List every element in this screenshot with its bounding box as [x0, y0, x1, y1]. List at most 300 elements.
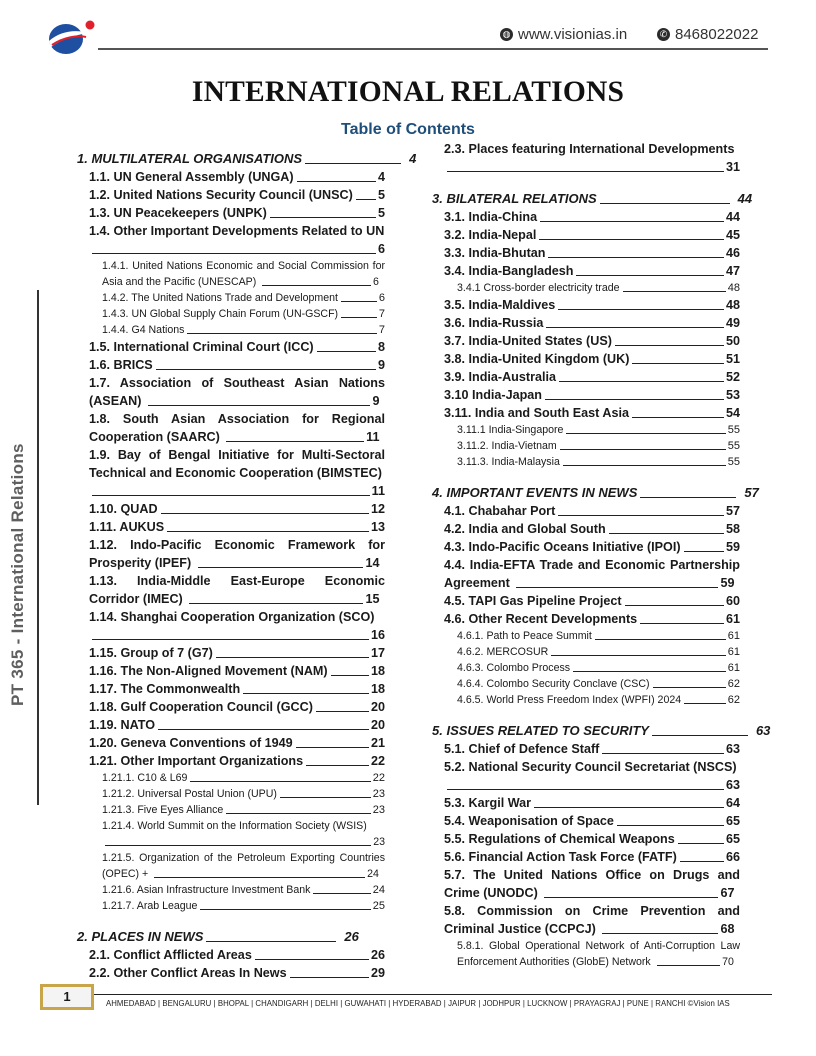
- dot-leader: [189, 603, 363, 604]
- toc-entry-title: 4.3. Indo-Pacific Oceans Initiative (IPOI): [444, 540, 681, 554]
- toc-section-entry[interactable]: [432, 484, 759, 502]
- toc-entry[interactable]: [432, 226, 740, 244]
- dot-leader: [306, 765, 369, 766]
- toc-page-number: 6: [377, 242, 385, 256]
- dot-leader: [559, 381, 724, 382]
- toc-page-number: 58: [725, 522, 740, 536]
- toc-page-number: 66: [725, 850, 740, 864]
- toc-entry[interactable]: [432, 140, 740, 176]
- toc-entry-title: 3. BILATERAL RELATIONS: [432, 191, 597, 206]
- toc-entry[interactable]: [432, 438, 740, 454]
- toc-entry[interactable]: [77, 716, 385, 734]
- toc-entry-title: 3.10 India-Japan: [444, 388, 542, 402]
- dot-leader: [216, 657, 369, 658]
- footer-cities: AHMEDABAD | BENGALURU | BHOPAL | CHANDIGARH | DELHI | GUWAHATI | HYDERABAD | JAIPUR | JODHPUR | LUCKNOW | PRAYAGRAJ | PUNE | RANCHI ©Vision IAS: [106, 999, 730, 1008]
- toc-page-number: 53: [725, 388, 740, 402]
- toc-entry[interactable]: [432, 628, 740, 644]
- toc-page-number: 22: [370, 754, 385, 768]
- toc-entry[interactable]: [432, 314, 740, 332]
- toc-entry[interactable]: [432, 812, 740, 830]
- toc-page-number: 65: [725, 832, 740, 846]
- dot-leader: [551, 655, 726, 656]
- toc-entry-title: 4.2. India and Global South: [444, 522, 606, 536]
- toc-entry[interactable]: [77, 946, 385, 964]
- dot-leader: [684, 703, 726, 704]
- toc-entry-tail: [89, 626, 385, 644]
- toc-page-number: 4: [409, 151, 417, 166]
- toc-entry[interactable]: [77, 356, 385, 374]
- toc-page-number: 59: [720, 576, 735, 590]
- toc-section-entry[interactable]: [77, 150, 417, 168]
- toc-entry[interactable]: [77, 786, 385, 802]
- phone-text: 8468022022: [675, 26, 759, 43]
- toc-entry-body: [444, 902, 740, 938]
- toc-entry-title: 5.5. Regulations of Chemical Weapons: [444, 832, 675, 846]
- toc-entry[interactable]: [432, 592, 740, 610]
- toc-entry-title: 2.2. Other Conflict Areas In News: [89, 966, 287, 980]
- toc-entry-title: 4. IMPORTANT EVENTS IN NEWS: [432, 485, 638, 500]
- toc-entry-tail: [186, 590, 379, 608]
- toc-entry[interactable]: [77, 572, 385, 608]
- dot-leader: [623, 291, 726, 292]
- toc-entry-title: 1.13. India-Middle East-Europe Economic Corridor (IMEC): [89, 574, 385, 606]
- toc-entry-tail: [444, 158, 740, 176]
- toc-entry[interactable]: [77, 374, 385, 410]
- toc-entry[interactable]: [77, 644, 385, 662]
- toc-entry-title: 5.8. Commission on Crime Prevention and Criminal Justice (CCPCJ): [444, 904, 740, 936]
- toc-entry-title: 1.4.3. UN Global Supply Chain Forum (UN-GSCF): [102, 308, 339, 320]
- toc-entry[interactable]: [77, 818, 385, 850]
- toc-entry[interactable]: [432, 454, 740, 470]
- dot-leader: [148, 405, 371, 406]
- toc-entry[interactable]: [77, 608, 385, 644]
- dot-leader: [92, 495, 370, 496]
- toc-entry-title: 4.1. Chabahar Port: [444, 504, 556, 518]
- toc-entry-body: [444, 140, 740, 176]
- toc-entry[interactable]: [432, 848, 740, 866]
- toc-entry[interactable]: [77, 290, 385, 306]
- dot-leader: [317, 351, 376, 352]
- toc-entry-title: 1.2. United Nations Security Council (UNSC): [89, 188, 353, 202]
- toc-entry-title: 4.6.5. World Press Freedom Index (WPFI) 2024: [457, 694, 682, 706]
- toc-page-number: 61: [727, 662, 740, 674]
- dot-leader: [640, 497, 736, 498]
- toc-entry-title: 3.2. India-Nepal: [444, 228, 537, 242]
- toc-entry-tail: [89, 240, 385, 258]
- toc-entry[interactable]: [77, 518, 385, 536]
- toc-page-number: 12: [370, 502, 385, 516]
- toc-entry[interactable]: [432, 866, 740, 902]
- toc-page-number: 21: [370, 736, 385, 750]
- dot-leader: [615, 345, 724, 346]
- dot-leader: [270, 217, 376, 218]
- toc-page-number: 70: [722, 956, 734, 968]
- toc-entry-title: 5.7. The United Nations Office on Drugs and Crime (UNODC): [444, 868, 740, 900]
- toc-entry[interactable]: [432, 610, 740, 628]
- toc-entry-title: 5.4. Weaponisation of Space: [444, 814, 614, 828]
- toc-page-number: 23: [373, 836, 385, 848]
- dot-leader: [305, 163, 401, 164]
- dot-leader: [539, 239, 724, 240]
- side-label: PT 365 - International Relations: [8, 443, 27, 706]
- toc-page-number: 26: [370, 948, 385, 962]
- toc-page-number: 57: [744, 485, 759, 500]
- dot-leader: [161, 513, 369, 514]
- toc-entry[interactable]: [77, 258, 385, 290]
- toc-entry[interactable]: [77, 698, 385, 716]
- toc-entry-body: [89, 536, 385, 572]
- toc-page-number: 59: [725, 540, 740, 554]
- toc-entry-title: 1.21.2. Universal Postal Union (UPU): [102, 788, 277, 800]
- dot-leader: [560, 449, 726, 450]
- dot-leader: [316, 711, 369, 712]
- toc-page-number: 52: [725, 370, 740, 384]
- toc-page-number: 18: [370, 682, 385, 696]
- toc-entry[interactable]: [77, 186, 385, 204]
- toc-entry-title: 2.3. Places featuring International Developments: [444, 142, 735, 156]
- dot-leader: [187, 333, 376, 334]
- toc-entry-title: 3.8. India-United Kingdom (UK): [444, 352, 630, 366]
- toc-entry[interactable]: [432, 262, 740, 280]
- toc-page-number: 18: [370, 664, 385, 678]
- toc-entry[interactable]: [77, 680, 385, 698]
- footer-rule: [40, 994, 772, 995]
- toc-entry[interactable]: [77, 802, 385, 818]
- toc-entry-title: 1.19. NATO: [89, 718, 156, 732]
- toc-entry[interactable]: [432, 676, 740, 692]
- toc-entry-title: 4.5. TAPI Gas Pipeline Project: [444, 594, 622, 608]
- toc-entry[interactable]: [432, 502, 740, 520]
- toc-page-number: 49: [725, 316, 740, 330]
- toc-entry-body: [89, 608, 385, 644]
- toc-page-number: 63: [755, 723, 771, 738]
- toc-subtitle: Table of Contents: [341, 121, 475, 138]
- dot-leader: [356, 199, 376, 200]
- toc-entry[interactable]: [77, 500, 385, 518]
- toc-entry[interactable]: [77, 536, 385, 572]
- dot-leader: [190, 781, 370, 782]
- toc-entry-title: 1.15. Group of 7 (G7): [89, 646, 213, 660]
- toc-page-number: 60: [725, 594, 740, 608]
- toc-entry[interactable]: [77, 322, 385, 338]
- toc-page-number: 61: [727, 646, 740, 658]
- toc-entry-title: 1.4. Other Important Developments Related to UN: [89, 224, 385, 238]
- toc-entry-title: 1.21.1. C10 & L69: [102, 772, 188, 784]
- toc-page-number: 61: [727, 630, 740, 642]
- dot-leader: [602, 933, 718, 934]
- toc-entry[interactable]: [77, 446, 385, 500]
- toc-entry[interactable]: [77, 204, 385, 222]
- toc-entry-title: 5.8.1. Global Operational Network of Anti-Corruption Law Enforcement Authorities (GlobE) Network: [457, 940, 740, 968]
- dot-leader: [617, 825, 724, 826]
- dot-leader: [609, 533, 724, 534]
- toc-entry-tail: [151, 866, 379, 882]
- toc-page-number: 22: [372, 772, 385, 784]
- toc-entry[interactable]: [432, 520, 740, 538]
- toc-entry[interactable]: [77, 306, 385, 322]
- toc-entry-title: 1.21.3. Five Eyes Alliance: [102, 804, 224, 816]
- dot-leader: [255, 959, 369, 960]
- toc-entry[interactable]: [77, 222, 385, 258]
- toc-entry-title: 1.7. Association of Southeast Asian Nations (ASEAN): [89, 376, 385, 408]
- toc-section-entry[interactable]: [432, 190, 753, 208]
- dot-leader: [625, 605, 724, 606]
- toc-entry[interactable]: [77, 662, 385, 680]
- toc-entry-title: 3.9. India-Australia: [444, 370, 556, 384]
- toc-entry-title: 4.6.2. MERCOSUR: [457, 646, 549, 658]
- toc-entry[interactable]: [432, 902, 740, 938]
- dot-leader: [516, 587, 718, 588]
- toc-entry-title: 1.4.2. The United Nations Trade and Development: [102, 292, 338, 304]
- toc-entry-title: 4.6.1. Path to Peace Summit: [457, 630, 592, 642]
- toc-entry[interactable]: [432, 538, 740, 556]
- toc-page-number: 51: [725, 352, 740, 366]
- toc-entry-title: 3.7. India-United States (US): [444, 334, 612, 348]
- toc-page-number: 67: [720, 886, 735, 900]
- toc-entry-title: 1.21.5. Organization of the Petroleum Exporting Countries (OPEC) +: [102, 852, 385, 880]
- dot-leader: [566, 433, 725, 434]
- toc-page-number: 64: [725, 796, 740, 810]
- toc-entry[interactable]: [77, 752, 385, 770]
- toc-page-number: 20: [370, 718, 385, 732]
- toc-entry-title: 4.6.4. Colombo Security Conclave (CSC): [457, 678, 650, 690]
- toc-entry[interactable]: [432, 938, 740, 970]
- toc-page-number: 50: [725, 334, 740, 348]
- toc-entry[interactable]: [432, 556, 740, 592]
- toc-page-number: 46: [725, 246, 740, 260]
- toc-entry-title: 3.4. India-Bangladesh: [444, 264, 574, 278]
- toc-entry-title: 4.4. India-EFTA Trade and Economic Partnership Agreement: [444, 558, 740, 590]
- toc-entry-title: 3.11.1 India-Singapore: [457, 424, 564, 436]
- toc-entry-title: 4.6. Other Recent Developments: [444, 612, 638, 626]
- toc-entry[interactable]: [432, 794, 740, 812]
- toc-entry[interactable]: [432, 758, 740, 794]
- toc-entry[interactable]: [432, 644, 740, 660]
- dot-leader: [595, 639, 726, 640]
- dot-leader: [105, 845, 371, 846]
- phone-icon: ✆: [657, 28, 670, 41]
- toc-page-number: 29: [370, 966, 385, 980]
- dot-leader: [653, 687, 726, 688]
- toc-entry[interactable]: [432, 368, 740, 386]
- toc-entry-tail: [599, 920, 734, 938]
- toc-right-column: [432, 140, 771, 970]
- dot-leader: [296, 747, 369, 748]
- toc-entry-title: 3.5. India-Maldives: [444, 298, 556, 312]
- page-number-box: [40, 984, 94, 1010]
- toc-entry[interactable]: [77, 168, 385, 186]
- toc-entry[interactable]: [432, 404, 740, 422]
- dot-leader: [632, 363, 724, 364]
- toc-entry[interactable]: [432, 208, 740, 226]
- toc-entry-title: 5.2. National Security Council Secretariat (NSCS): [444, 760, 737, 774]
- toc-entry[interactable]: [77, 850, 385, 882]
- toc-entry-title: 5. ISSUES RELATED TO SECURITY: [432, 723, 649, 738]
- website-contact[interactable]: [500, 26, 627, 43]
- toc-entry-body: [89, 572, 385, 608]
- dot-leader: [573, 671, 726, 672]
- toc-page-number: 15: [365, 592, 380, 606]
- toc-page-number: 26: [344, 929, 359, 944]
- toc-page-number: 63: [725, 778, 740, 792]
- toc-entry-title: 1.4.1. United Nations Economic and Social Commission for Asia and the Pacific (UNESCAP): [102, 260, 385, 288]
- toc-section-entry[interactable]: [432, 722, 771, 740]
- phone-contact[interactable]: [657, 26, 758, 43]
- toc-entry-tail: [145, 392, 380, 410]
- toc-page-number: 9: [372, 394, 380, 408]
- dot-leader: [576, 275, 724, 276]
- toc-page-number: 24: [372, 884, 385, 896]
- dot-leader: [540, 221, 724, 222]
- toc-entry[interactable]: [432, 740, 740, 758]
- dot-leader: [558, 309, 724, 310]
- toc-entry-tail: [89, 482, 385, 500]
- dot-leader: [657, 965, 720, 966]
- dot-leader: [678, 843, 724, 844]
- toc-page-number: 31: [725, 160, 740, 174]
- toc-entry-tail: [513, 574, 734, 592]
- toc-entry[interactable]: [77, 338, 385, 356]
- toc-entry-title: 1.6. BRICS: [89, 358, 153, 372]
- toc-entry[interactable]: [432, 244, 740, 262]
- toc-entry-body: [102, 818, 385, 850]
- toc-page-number: 65: [725, 814, 740, 828]
- toc-entry[interactable]: [432, 830, 740, 848]
- toc-entry-title: 1.1. UN General Assembly (UNGA): [89, 170, 294, 184]
- toc-entry-body: [444, 556, 740, 592]
- dot-leader: [600, 203, 730, 204]
- toc-entry[interactable]: [432, 332, 740, 350]
- dot-leader: [92, 639, 369, 640]
- side-rule: [37, 290, 39, 805]
- toc-entry-title: 3.6. India-Russia: [444, 316, 544, 330]
- toc-entry-body: [102, 850, 385, 882]
- dot-leader: [158, 729, 369, 730]
- toc-entry-title: 3.1. India-China: [444, 210, 538, 224]
- toc-entry[interactable]: [77, 734, 385, 752]
- globe-icon: ◍: [500, 28, 513, 41]
- dot-leader: [632, 417, 724, 418]
- toc-entry-title: 1.16. The Non-Aligned Movement (NAM): [89, 664, 328, 678]
- toc-entry[interactable]: [432, 350, 740, 368]
- toc-page-number: 14: [365, 556, 380, 570]
- toc-page-number: 5: [377, 206, 385, 220]
- toc-page-number: 6: [373, 276, 379, 288]
- toc-entry[interactable]: [432, 280, 740, 296]
- dot-leader: [331, 675, 369, 676]
- toc-entry-title: 3.11.3. India-Malaysia: [457, 456, 560, 468]
- header-rule: [98, 48, 768, 50]
- toc-entry-tail: [223, 428, 379, 446]
- toc-entry-title: 3.3. India-Bhutan: [444, 246, 546, 260]
- toc-entry-title: 5.3. Kargil War: [444, 796, 532, 810]
- toc-entry-tail: [444, 776, 740, 794]
- toc-page-number: 62: [727, 678, 740, 690]
- dot-leader: [652, 735, 748, 736]
- toc-entry[interactable]: [77, 898, 385, 914]
- toc-page-number: 6: [378, 292, 385, 304]
- toc-entry-title: 2.1. Conflict Afflicted Areas: [89, 948, 252, 962]
- dot-leader: [200, 909, 370, 910]
- toc-page-number: 23: [372, 804, 385, 816]
- toc-page-number: 45: [725, 228, 740, 242]
- toc-entry-tail: [195, 554, 380, 572]
- dot-leader: [297, 181, 376, 182]
- toc-entry-title: 1.4.4. G4 Nations: [102, 324, 185, 336]
- toc-page-number: 16: [370, 628, 385, 642]
- toc-entry[interactable]: [432, 296, 740, 314]
- dot-leader: [680, 861, 724, 862]
- toc-entry-body: [89, 410, 385, 446]
- toc-entry[interactable]: [77, 410, 385, 446]
- dot-leader: [447, 789, 724, 790]
- page-number: 1: [63, 989, 71, 1004]
- toc-entry-title: 1.9. Bay of Bengal Initiative for Multi-Sectoral Technical and Economic Cooperation (BIMSTEC): [89, 448, 385, 480]
- toc-page-number: 8: [377, 340, 385, 354]
- dot-leader: [226, 441, 364, 442]
- toc-page-number: 9: [377, 358, 385, 372]
- toc-entry[interactable]: [77, 964, 385, 982]
- toc-page-number: 23: [372, 788, 385, 800]
- toc-entry-title: 2. PLACES IN NEWS: [77, 929, 204, 944]
- toc-page-number: 68: [720, 922, 735, 936]
- toc-entry-title: 1.21. Other Important Organizations: [89, 754, 304, 768]
- dot-leader: [280, 797, 371, 798]
- toc-entry-title: 5.6. Financial Action Task Force (FATF): [444, 850, 677, 864]
- toc-entry[interactable]: [77, 770, 385, 786]
- dot-leader: [534, 807, 724, 808]
- dot-leader: [226, 813, 370, 814]
- dot-leader: [156, 369, 376, 370]
- dot-leader: [546, 327, 724, 328]
- dot-leader: [548, 257, 724, 258]
- toc-entry-title: 5.1. Chief of Defence Staff: [444, 742, 600, 756]
- dot-leader: [684, 551, 724, 552]
- toc-entry[interactable]: [432, 660, 740, 676]
- toc-entry[interactable]: [432, 692, 740, 708]
- toc-entry-title: 1.12. Indo-Pacific Economic Framework for Prosperity (IPEF): [89, 538, 385, 570]
- toc-section-entry[interactable]: [77, 928, 385, 946]
- toc-page-number: 11: [366, 430, 380, 444]
- toc-entry[interactable]: [77, 882, 385, 898]
- dot-leader: [198, 567, 364, 568]
- toc-entry-title: 1.20. Geneva Conventions of 1949: [89, 736, 293, 750]
- toc-page-number: 13: [370, 520, 385, 534]
- toc-page-number: 7: [378, 324, 385, 336]
- toc-entry[interactable]: [432, 422, 740, 438]
- toc-page-number: 44: [725, 210, 740, 224]
- toc-page-number: 48: [725, 298, 740, 312]
- toc-entry-body: [89, 222, 385, 258]
- dot-leader: [545, 399, 724, 400]
- dot-leader: [558, 515, 724, 516]
- toc-page-number: 62: [727, 694, 740, 706]
- dot-leader: [602, 753, 724, 754]
- toc-entry-title: 1.21.6. Asian Infrastructure Investment Bank: [102, 884, 311, 896]
- toc-page-number: 11: [371, 484, 385, 498]
- toc-entry-title: 1.3. UN Peacekeepers (UNPK): [89, 206, 267, 220]
- toc-entry-body: [444, 866, 740, 902]
- toc-entry[interactable]: [432, 386, 740, 404]
- dot-leader: [262, 285, 371, 286]
- toc-left-column: [77, 148, 417, 982]
- toc-page-number: 25: [372, 900, 385, 912]
- toc-entry-body: [444, 758, 740, 794]
- dot-leader: [544, 897, 718, 898]
- toc-entry-title: 1.18. Gulf Cooperation Council (GCC): [89, 700, 313, 714]
- toc-entry-tail: [541, 884, 734, 902]
- toc-entry-title: 1.21.4. World Summit on the Information Society (WSIS): [102, 820, 367, 832]
